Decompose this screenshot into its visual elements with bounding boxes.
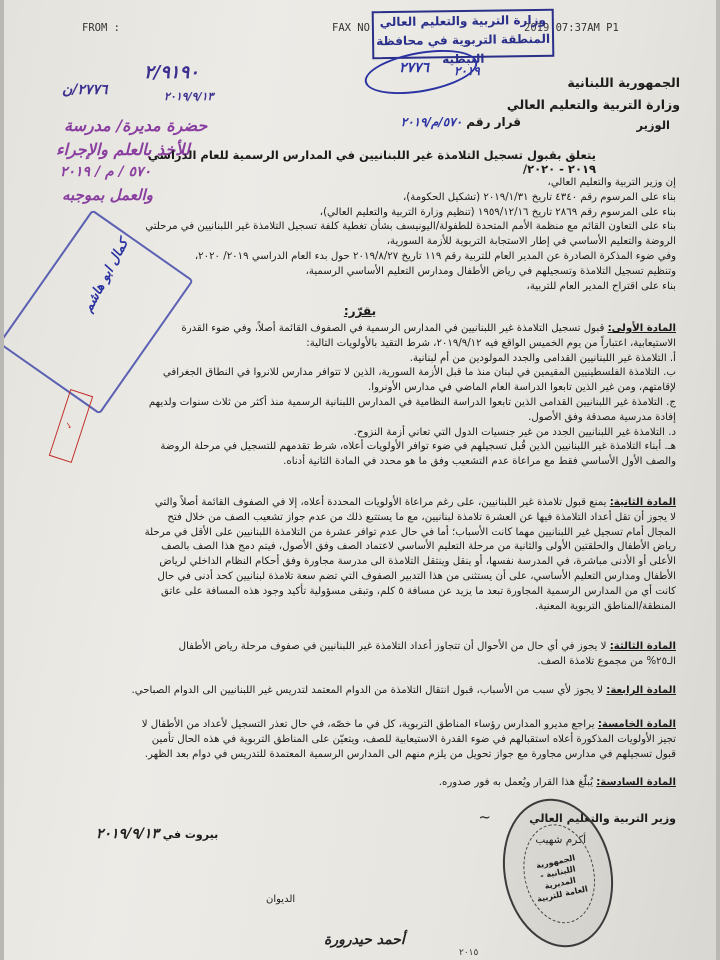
article-1-line: الاستيعابية، اعتباراً من يوم الخميس الواقع فيه ٢٠١٩/٩/١٢، شرط التقيد بالأولويات التالية: xyxy=(306,337,676,349)
article-1-line: والصف الأول الأساسي فقط مع مراعاة عدم التشعيب وفق ما هو محدد في المادة الثانية أدناه. xyxy=(283,456,676,468)
article-3-line: لا يجوز في أي حال من الأحوال أن تتجاوز أعداد التلامذة غير اللبنانيين في صفوف مرحلة رياض الأطفال xyxy=(178,641,607,652)
handwritten-ref-a: ٢٧٧٦/ن xyxy=(62,82,108,98)
article-6-title: المادة السادسة: xyxy=(596,777,676,788)
handwritten-note-school: حضرة مديرة/ مدرسة xyxy=(64,116,208,135)
red-initial-mark: ✓ xyxy=(49,389,93,463)
diwan-signer: أحمد حيدرورة xyxy=(324,932,405,948)
preamble-line: وفي ضوء المذكرة الصادرة عن المدير العام للتربية رقم ١١٩ تاريخ ٢٠١٩/٨/٢٧ حول بدء العام الدراسي ٢٠١٩/ ٢٠٢٠، xyxy=(194,250,676,262)
article-1-line: ب. التلامذة الفلسطينيين المقيمين في لبنان منذ ما قبل الأزمة السورية، الذين لا تتوافر مدارس للانروا في النطاق الجغرافي xyxy=(162,367,676,379)
preamble-line: بناء على المرسوم رقم ٢٨٦٩ تاريخ ١٩٥٩/١٢/١٦ (تنظيم وزارة التربية والتعليم العالي)، xyxy=(319,206,676,218)
article-5-line: قبول تسجيلهم في مدارس مجاورة مع جواز تحويل من يلزم منهم الى المدارس الرسمية المعتمدة للتدريس في دوام بعد الظهر. xyxy=(144,748,676,760)
article-2-line: يمنع قبول تلامذة غير اللبنانيين، على رغم مراعاة الأولويات المحددة أعلاه، إلا في الصفوف القائمة أصلاً والتي xyxy=(154,497,607,508)
fax-no-label: FAX NO xyxy=(332,22,370,34)
place-date xyxy=(96,826,218,842)
article-2-line: الأطفال ومدارس التعليم الأساسي، على أن يستثنى من هذا التدبير الصفوف التي تضم سعة تلامذة لبنانيين كحد أدنى في حال xyxy=(157,570,676,582)
fax-header xyxy=(4,18,716,40)
republic-name: الجمهورية اللبنانية xyxy=(567,75,680,90)
diwan-label: الديوان xyxy=(266,894,296,905)
article-1-title: المادة الأولى: xyxy=(607,323,676,334)
article-4 xyxy=(76,684,676,699)
handwritten-ref-date: ٢٠١٩/٩/١٣ xyxy=(164,90,214,103)
letterhead xyxy=(460,72,680,116)
handwritten-date: ٢٠١٩/٩/١٣ xyxy=(96,826,159,842)
handwritten-note-action: للأخذ بالعلم والإجراء xyxy=(56,140,190,159)
article-2 xyxy=(76,496,676,614)
minister-name: أكرم شهيب xyxy=(535,834,586,846)
decision-number-line xyxy=(401,115,521,129)
article-6 xyxy=(76,776,676,791)
article-1-line: لإقامتهم، ومن غير الذين تابعوا الدراسة العام الماضي في مدارس الأونروا. xyxy=(368,382,676,394)
handwritten-note-ref: ٥٧٠ / م / ٢٠١٩ xyxy=(60,164,152,180)
article-1-line: ج. التلامذة غير اللبنانيين القدامى الذين تابعوا الدراسة النظامية في المدارس اللبنانية الرسمية منذ أكثر من ثلاث سنوات ولديهم xyxy=(148,396,676,408)
decision-number: ٥٧٠/م/٢٠١٩ xyxy=(400,115,463,129)
decision-label: قرار رقم xyxy=(466,115,521,129)
article-1-line: د. التلامذة غير اللبنانيين الجدد من غير جنسيات الدول التي تعاني أزمة النزوح. xyxy=(353,426,676,438)
article-2-line: لا يجوز أن تقل أعداد التلامذة فيها عن العشرة تلامذة لبنانيين، مع ما يستتبع ذلك من عدم جواز تشعيب الصف من خلال فتح xyxy=(167,511,676,523)
article-2-line: كانت أي من المدارس الرسمية المجاورة تبعد ما يزيد عن مسافة ٥ كلم، وتبقى مسؤولية تأكيد وجود هذه المسافة على عاتق xyxy=(160,585,676,597)
document-page xyxy=(4,0,716,960)
article-4-title: المادة الرابعة: xyxy=(606,685,676,696)
minister-title: الوزير xyxy=(636,118,670,132)
stamp-line-1: وزارة التربية والتعليم العالي xyxy=(379,12,546,30)
article-5 xyxy=(76,718,676,762)
article-6-text: يُبلّغ هذا القرار ويُعمل به فور صدوره. xyxy=(438,777,593,788)
article-5-line: يراجع مديرو المدارس رؤساء المناطق التربوية، كل في ما خصّه، في حال تعذر التسجيل لأعداد من الأطفال لا xyxy=(141,719,595,730)
article-4-text: لا يجوز لأي سبب من الأسباب، قبول انتقال التلامذة من الدوام المعتمد لتدريس غير اللبنانيين الى الدوام الصباحي. xyxy=(131,685,603,696)
stamp-line-2: المنطقة التربوية في محافظة النبطية xyxy=(376,31,551,67)
fax-timestamp: 2019 07:37AM P1 xyxy=(524,22,619,34)
handwritten-number: ٢٧٧٦ xyxy=(399,60,430,76)
handwritten-ref-top: ٢/٩١٩٠ xyxy=(144,62,199,83)
article-3-title: المادة الثالثة: xyxy=(609,641,676,652)
side-stamp-signature: كمال ابو هاشم xyxy=(80,236,132,315)
article-1-line: إفادة مدرسية مصدقة وفق الأصول. xyxy=(528,411,676,423)
article-1-line: أ. التلامذة غير اللبنانيين القدامى والجدد المولودين من أم لبنانية. xyxy=(409,352,676,364)
article-5-line: تجيز الأولويات المذكورة أعلاه استقبالهم في ضوء القدرة الاستيعابية للصف، ويتعيّن على المناطق التربوية في هذه الحال تأمين xyxy=(151,733,676,745)
article-3-line: الـ٢٥% من مجموع تلامذة الصف. xyxy=(537,655,676,667)
article-2-line: رياض الأطفال والحلقتين الأولى والثانية من مرحلة التعليم الأساسي لاعتماد الصف وفق الأصول، فيتم دمج هذا الصف بالصف xyxy=(161,541,676,553)
preamble-line: بناء على المرسوم رقم ٤٣٤٠ تاريخ ٢٠١٩/١/٣١ (تشكيل الحكومة)، xyxy=(402,191,676,203)
preamble-line: بناء على التعاون القائم مع منظمة الأمم المتحدة للطفولة/اليونيسف بشأن تغطية كلفة تسجيل التلامذة غير اللبنانيين في مرحلتي xyxy=(145,221,676,233)
article-5-title: المادة الخامسة: xyxy=(597,719,676,730)
place-date-label: بيروت في xyxy=(162,828,219,841)
article-1-line: قبول تسجيل التلامذة غير اللبنانيين في المدارس الرسمية في الصفوف القائمة أصلاً، وفي ضوء القدرة xyxy=(181,323,605,334)
preamble-line: وتنظيم تسجيل التلامذة وتسجيلهم في رياض الأطفال ومدارس التعليم الأساسي الرسمية، xyxy=(305,265,676,277)
decision-subject: يتعلق بقبول تسجيل التلامذة غير اللبنانيين في المدارس الرسمية للعام الدراسي ٢٠١٩ - ٢٠٢٠/ xyxy=(148,148,596,176)
preamble-line: بناء على اقتراح المدير العام للتربية، xyxy=(526,280,676,292)
minister-signature-title: وزير التربية والتعليم العالي xyxy=(529,812,676,825)
seal-text: الجمهورية اللبنانية - المديرية العامة للتربية xyxy=(535,853,589,904)
footer-number: ٢٠١٥ xyxy=(459,948,479,958)
article-2-line: المنطقة/المناطق التربوية المعنية. xyxy=(535,600,676,612)
decides-heading: يقرّر: xyxy=(343,304,377,318)
article-2-line: الأعلى أو الأدنى مباشرة، في المدرسة نفسها، أو ينقل وينتقل التلامذة الى مدرسة مجاورة وفق أحكام النظام الداخلي لرياض xyxy=(159,556,676,568)
ministry-name: وزارة التربية والتعليم العالي xyxy=(506,97,680,112)
preamble-line: إن وزير التربية والتعليم العالي، xyxy=(547,177,676,188)
handwritten-note-circ: والعمل بموجبه xyxy=(62,186,153,204)
article-1-line: هـ. أبناء التلامذة غير اللبنانيين الذين قُبل تسجيلهم في ضوء توافر الأولويات أعلاه، شرط تقدمهم للتسجيل في مرحلة الروضة xyxy=(160,441,676,453)
minister-signature-mark: ~ xyxy=(478,808,491,826)
fax-from-label: FROM : xyxy=(82,22,120,34)
article-2-line: المجال أمام تسجيل غير اللبنانيين مهما كانت الأسباب؛ أما في حال عدم توافر عشرة من التلامذة اللبنانيين على الأقل في مرحلة xyxy=(144,526,676,538)
handwritten-year: ٢٠١٩ xyxy=(454,64,480,78)
preamble-line: الروضة والتعليم الأساسي في إطار الاستجابة التربوية للأزمة السورية، xyxy=(386,236,676,248)
article-2-title: المادة الثانية: xyxy=(609,497,676,508)
article-3 xyxy=(76,640,676,670)
